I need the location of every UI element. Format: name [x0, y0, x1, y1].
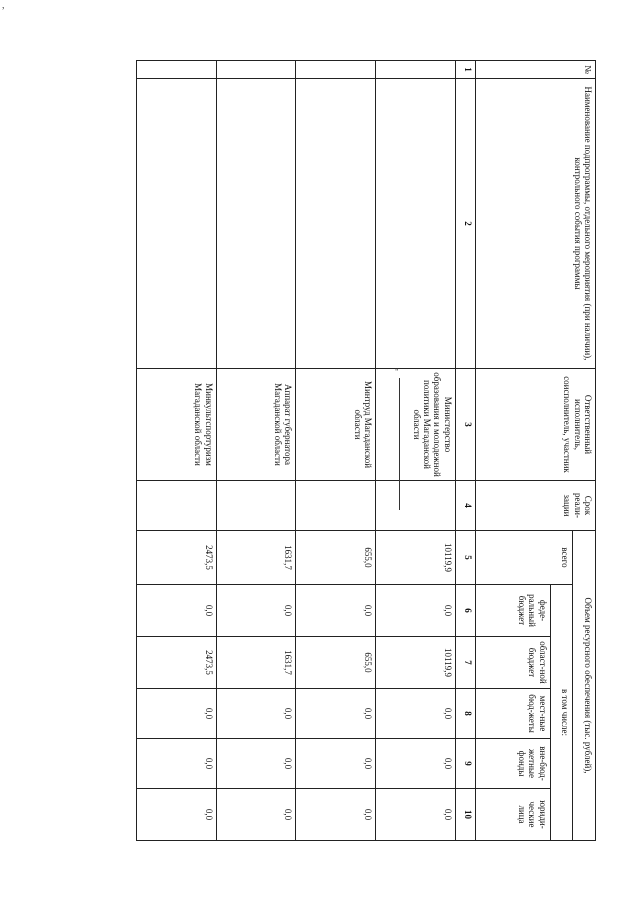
row-federal: 0,0 — [376, 585, 456, 637]
row-responsible: Министерство образования и молодежной политики Магаданской области — [376, 369, 456, 481]
col-index: 10 — [455, 789, 475, 841]
header-including: в том числе: — [550, 585, 573, 841]
signature-line — [399, 378, 400, 510]
header-term: Срок реали-зации — [475, 481, 595, 531]
row-no — [376, 61, 456, 79]
row-term — [216, 481, 296, 531]
row-extrabudget: 0,0 — [376, 739, 456, 789]
row-name — [296, 79, 376, 369]
resource-table — [136, 60, 596, 841]
rotated-page — [136, 60, 596, 840]
header-volume: Объем ресурсного обеспечения (тыс. рублей), — [573, 531, 596, 841]
column-index-row — [455, 61, 475, 841]
header-extrabudget: вне-бюд-жетные фонды — [475, 739, 550, 789]
row-name — [376, 79, 456, 369]
col-index: 5 — [455, 531, 475, 585]
row-legal: 0,0 — [296, 789, 376, 841]
row-total: 2473,5 — [137, 531, 217, 585]
row-no — [216, 61, 296, 79]
col-index: 4 — [455, 481, 475, 531]
col-index: 8 — [455, 689, 475, 739]
table-row — [296, 61, 376, 841]
table-row — [216, 61, 296, 841]
row-responsible: Минкультспортуризм Магаданской области — [137, 369, 217, 481]
col-index: 3 — [455, 369, 475, 481]
row-regional: 1631,7 — [216, 637, 296, 689]
row-local: 0,0 — [376, 689, 456, 739]
header-federal: феде-ральный бюджет — [475, 585, 550, 637]
header-no: № — [475, 61, 595, 79]
row-term — [137, 481, 217, 531]
row-regional: 655,0 — [296, 637, 376, 689]
row-name — [216, 79, 296, 369]
header-responsible: Ответственный исполнитель, соисполнитель, участник — [475, 369, 595, 481]
row-name — [137, 79, 217, 369]
row-legal: 0,0 — [216, 789, 296, 841]
header-total: всего — [475, 531, 572, 585]
row-federal: 0,0 — [216, 585, 296, 637]
row-term — [296, 481, 376, 531]
row-federal: 0,0 — [296, 585, 376, 637]
col-index: 2 — [455, 79, 475, 369]
row-extrabudget: 0,0 — [216, 739, 296, 789]
row-responsible: Минтруд Магаданской области — [296, 369, 376, 481]
col-index: 9 — [455, 739, 475, 789]
row-regional: 2473,5 — [137, 637, 217, 689]
header-name: Наименование подпрограммы, отдельного мероприятия (при наличии), контрольного события программы — [475, 79, 595, 369]
header-legal: юриди-ческие лица — [475, 789, 550, 841]
row-no — [296, 61, 376, 79]
closing-quote-mark: " — [395, 367, 399, 377]
row-total: 655,0 — [296, 531, 376, 585]
row-legal: 0,0 — [376, 789, 456, 841]
row-no — [137, 61, 217, 79]
row-total: 10119,9 — [376, 531, 456, 585]
col-index: 6 — [455, 585, 475, 637]
header-local: мест-ные бюд-жеты — [475, 689, 550, 739]
table-row — [137, 61, 217, 841]
col-index: 7 — [455, 637, 475, 689]
row-regional: 10119,9 — [376, 637, 456, 689]
row-federal: 0,0 — [137, 585, 217, 637]
header-regional: област-ной бюджет — [475, 637, 550, 689]
table-row — [376, 61, 456, 841]
row-extrabudget: 0,0 — [137, 739, 217, 789]
col-index: 1 — [455, 61, 475, 79]
row-local: 0,0 — [216, 689, 296, 739]
row-legal: 0,0 — [137, 789, 217, 841]
row-total: 1631,7 — [216, 531, 296, 585]
row-responsible: Аппарат губернатора Магаданской области — [216, 369, 296, 481]
row-term — [376, 481, 456, 531]
row-local: 0,0 — [137, 689, 217, 739]
corner-mark: , — [2, 0, 5, 11]
row-extrabudget: 0,0 — [296, 739, 376, 789]
row-local: 0,0 — [296, 689, 376, 739]
